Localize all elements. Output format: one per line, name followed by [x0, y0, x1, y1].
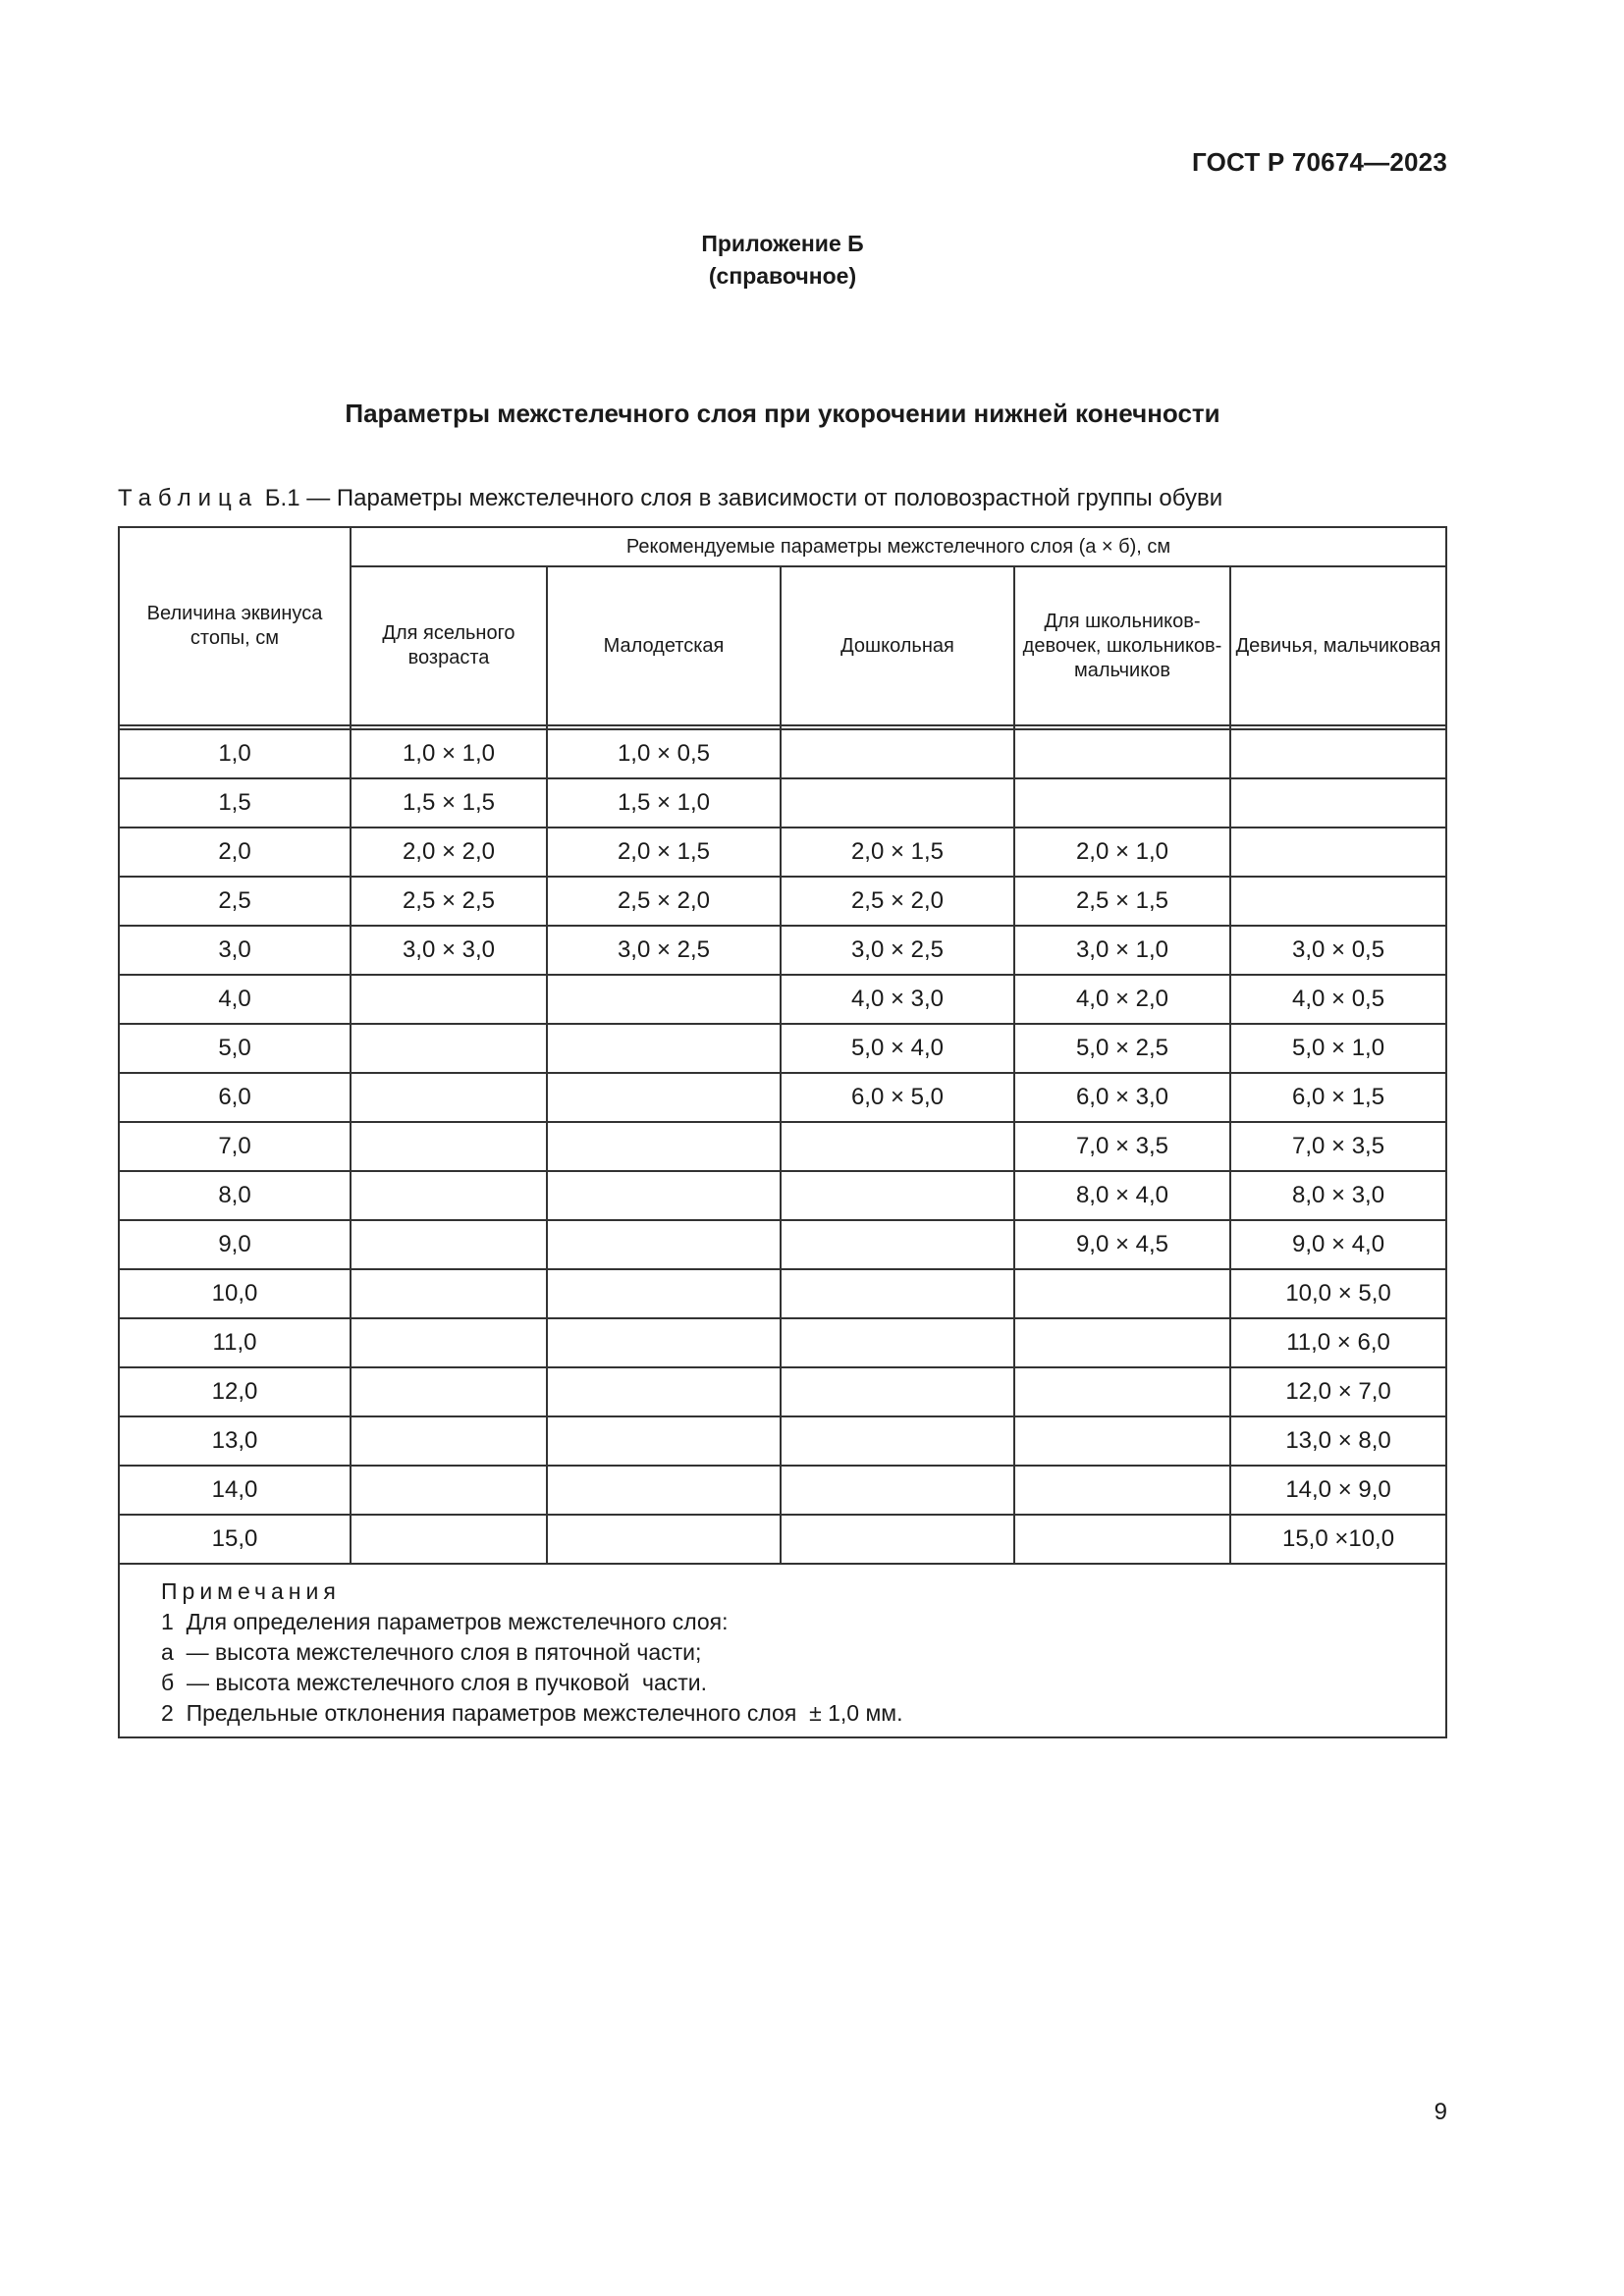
equinus-value-cell: 1,5	[119, 778, 351, 828]
appendix-subtitle: (справочное)	[708, 263, 857, 289]
parameter-cell: 15,0 ×10,0	[1230, 1515, 1446, 1564]
table-row	[119, 1515, 1446, 1564]
parameter-cell	[781, 1171, 1014, 1220]
parameter-cell	[781, 1318, 1014, 1367]
table-row	[119, 1122, 1446, 1171]
parameter-cell	[351, 975, 547, 1024]
parameter-cell	[547, 1122, 781, 1171]
parameter-cell: 2,5 × 2,0	[781, 877, 1014, 926]
equinus-value-cell: 4,0	[119, 975, 351, 1024]
parameter-cell: 9,0 × 4,0	[1230, 1220, 1446, 1269]
note-line: а — высота межстелечного слоя в пяточной части;	[161, 1639, 702, 1665]
parameter-cell: 2,5 × 2,0	[547, 877, 781, 926]
table-row	[119, 1171, 1446, 1220]
column-header: Девичья, мальчиковая	[1230, 566, 1446, 725]
table-row	[119, 1367, 1446, 1416]
parameter-cell	[1014, 1367, 1230, 1416]
notes-lines	[161, 1607, 1404, 1729]
parameter-cell: 4,0 × 2,0	[1014, 975, 1230, 1024]
parameter-cell	[1230, 828, 1446, 877]
note-line: 1 Для определения параметров межстелечного слоя:	[161, 1609, 729, 1634]
parameter-cell: 1,0 × 1,0	[351, 729, 547, 778]
parameters-table	[118, 526, 1447, 1738]
table-row	[119, 1024, 1446, 1073]
parameter-cell	[547, 1466, 781, 1515]
parameter-cell: 8,0 × 4,0	[1014, 1171, 1230, 1220]
parameter-cell: 1,0 × 0,5	[547, 729, 781, 778]
parameter-cell	[547, 1367, 781, 1416]
table-row	[119, 926, 1446, 975]
parameter-cell	[351, 1416, 547, 1466]
equinus-value-cell: 6,0	[119, 1073, 351, 1122]
table-row	[119, 729, 1446, 778]
equinus-value-cell: 2,5	[119, 877, 351, 926]
parameter-cell: 6,0 × 1,5	[1230, 1073, 1446, 1122]
equinus-value-cell: 1,0	[119, 729, 351, 778]
table-row	[119, 877, 1446, 926]
note-line: б — высота межстелечного слоя в пучковой части.	[161, 1670, 708, 1695]
parameter-cell: 3,0 × 0,5	[1230, 926, 1446, 975]
parameter-cell	[547, 1269, 781, 1318]
table-notes	[119, 1564, 1446, 1737]
parameter-cell	[1014, 1269, 1230, 1318]
column-header: Для ясельного возраста	[351, 566, 547, 725]
table-caption-label: Таблица	[118, 485, 259, 511]
column-header: Для школьников-девочек, школьников-мальчиков	[1014, 566, 1230, 725]
parameter-cell: 2,5 × 1,5	[1014, 877, 1230, 926]
parameter-cell: 2,5 × 2,5	[351, 877, 547, 926]
parameter-cell	[351, 1024, 547, 1073]
parameter-cell	[781, 1220, 1014, 1269]
parameter-cell: 10,0 × 5,0	[1230, 1269, 1446, 1318]
equinus-value-cell: 7,0	[119, 1122, 351, 1171]
table-row	[119, 1416, 1446, 1466]
parameter-cell: 2,0 × 1,5	[547, 828, 781, 877]
parameter-cell	[1014, 1466, 1230, 1515]
parameter-cell	[781, 1367, 1014, 1416]
parameter-cell	[781, 1466, 1014, 1515]
parameter-cell: 3,0 × 1,0	[1014, 926, 1230, 975]
parameter-cell	[351, 1367, 547, 1416]
parameter-cell	[351, 1318, 547, 1367]
table-row	[119, 828, 1446, 877]
parameter-cell: 2,0 × 1,0	[1014, 828, 1230, 877]
parameter-cell	[781, 1416, 1014, 1466]
parameter-cell	[1014, 1515, 1230, 1564]
parameter-cell	[547, 975, 781, 1024]
appendix-title: Приложение Б	[701, 231, 864, 256]
parameter-cell	[547, 1515, 781, 1564]
parameter-cell	[351, 1515, 547, 1564]
table-caption-text: Б.1 — Параметры межстелечного слоя в зависимости от половозрастной группы обуви	[264, 485, 1223, 511]
parameter-cell: 8,0 × 3,0	[1230, 1171, 1446, 1220]
parameter-cell: 6,0 × 3,0	[1014, 1073, 1230, 1122]
notes-heading: Примечания	[161, 1578, 341, 1604]
parameter-cell: 6,0 × 5,0	[781, 1073, 1014, 1122]
equinus-value-cell: 3,0	[119, 926, 351, 975]
parameter-cell	[1014, 1318, 1230, 1367]
equinus-value-cell: 2,0	[119, 828, 351, 877]
table-row	[119, 1220, 1446, 1269]
parameter-cell	[1014, 778, 1230, 828]
parameter-cell	[781, 1515, 1014, 1564]
table-row	[119, 1073, 1446, 1122]
table-row	[119, 1318, 1446, 1367]
parameter-cell: 5,0 × 2,5	[1014, 1024, 1230, 1073]
parameter-cell: 5,0 × 4,0	[781, 1024, 1014, 1073]
parameter-cell	[351, 1269, 547, 1318]
table-row	[119, 975, 1446, 1024]
parameter-cell: 3,0 × 2,5	[547, 926, 781, 975]
parameter-cell: 7,0 × 3,5	[1230, 1122, 1446, 1171]
parameter-cell: 4,0 × 0,5	[1230, 975, 1446, 1024]
table-body	[119, 725, 1446, 1564]
note-line: 2 Предельные отклонения параметров межстелечного слоя ± 1,0 мм.	[161, 1700, 903, 1726]
document-code: ГОСТ Р 70674—2023	[1192, 147, 1447, 177]
equinus-value-cell: 5,0	[119, 1024, 351, 1073]
equinus-value-cell: 11,0	[119, 1318, 351, 1367]
parameter-cell: 11,0 × 6,0	[1230, 1318, 1446, 1367]
parameter-cell	[547, 1073, 781, 1122]
parameter-cell: 1,5 × 1,0	[547, 778, 781, 828]
parameter-cell	[351, 1171, 547, 1220]
table-caption	[118, 485, 1222, 512]
parameter-cell: 2,0 × 1,5	[781, 828, 1014, 877]
parameter-cell	[547, 1220, 781, 1269]
parameter-cell	[351, 1122, 547, 1171]
equinus-value-cell: 10,0	[119, 1269, 351, 1318]
parameter-cell	[351, 1073, 547, 1122]
column-header: Дошкольная	[781, 566, 1014, 725]
parameter-cell: 14,0 × 9,0	[1230, 1466, 1446, 1515]
parameter-cell	[1230, 778, 1446, 828]
parameter-cell	[1014, 1416, 1230, 1466]
parameter-cell: 3,0 × 3,0	[351, 926, 547, 975]
group-header: Рекомендуемые параметры межстелечного слоя (а × б), см	[351, 527, 1446, 566]
parameter-cell: 3,0 × 2,5	[781, 926, 1014, 975]
parameter-cell	[781, 778, 1014, 828]
parameter-cell: 12,0 × 7,0	[1230, 1367, 1446, 1416]
first-column-header: Величина эквинуса стопы, см	[119, 527, 351, 725]
parameter-cell: 2,0 × 2,0	[351, 828, 547, 877]
parameter-cell	[1230, 729, 1446, 778]
parameter-cell: 1,5 × 1,5	[351, 778, 547, 828]
column-header: Малодетская	[547, 566, 781, 725]
parameter-cell	[781, 729, 1014, 778]
equinus-value-cell: 15,0	[119, 1515, 351, 1564]
parameter-cell	[1230, 877, 1446, 926]
parameter-cell	[547, 1024, 781, 1073]
table-row	[119, 1466, 1446, 1515]
table-row	[119, 1269, 1446, 1318]
parameter-cell: 4,0 × 3,0	[781, 975, 1014, 1024]
parameter-cell: 5,0 × 1,0	[1230, 1024, 1446, 1073]
equinus-value-cell: 12,0	[119, 1367, 351, 1416]
parameter-cell	[1014, 729, 1230, 778]
page-number: 9	[1434, 2099, 1447, 2125]
parameter-cell	[547, 1171, 781, 1220]
equinus-value-cell: 14,0	[119, 1466, 351, 1515]
parameter-cell: 7,0 × 3,5	[1014, 1122, 1230, 1171]
section-title: Параметры межстелечного слоя при укорочении нижней конечности	[345, 399, 1220, 428]
appendix-heading	[0, 228, 1565, 293]
table-row	[119, 778, 1446, 828]
equinus-value-cell: 9,0	[119, 1220, 351, 1269]
parameter-cell	[351, 1220, 547, 1269]
parameter-cell: 13,0 × 8,0	[1230, 1416, 1446, 1466]
parameter-cell	[781, 1269, 1014, 1318]
equinus-value-cell: 8,0	[119, 1171, 351, 1220]
parameter-cell	[781, 1122, 1014, 1171]
parameter-cell	[547, 1416, 781, 1466]
parameter-cell: 9,0 × 4,5	[1014, 1220, 1230, 1269]
equinus-value-cell: 13,0	[119, 1416, 351, 1466]
parameter-cell	[547, 1318, 781, 1367]
parameter-cell	[351, 1466, 547, 1515]
